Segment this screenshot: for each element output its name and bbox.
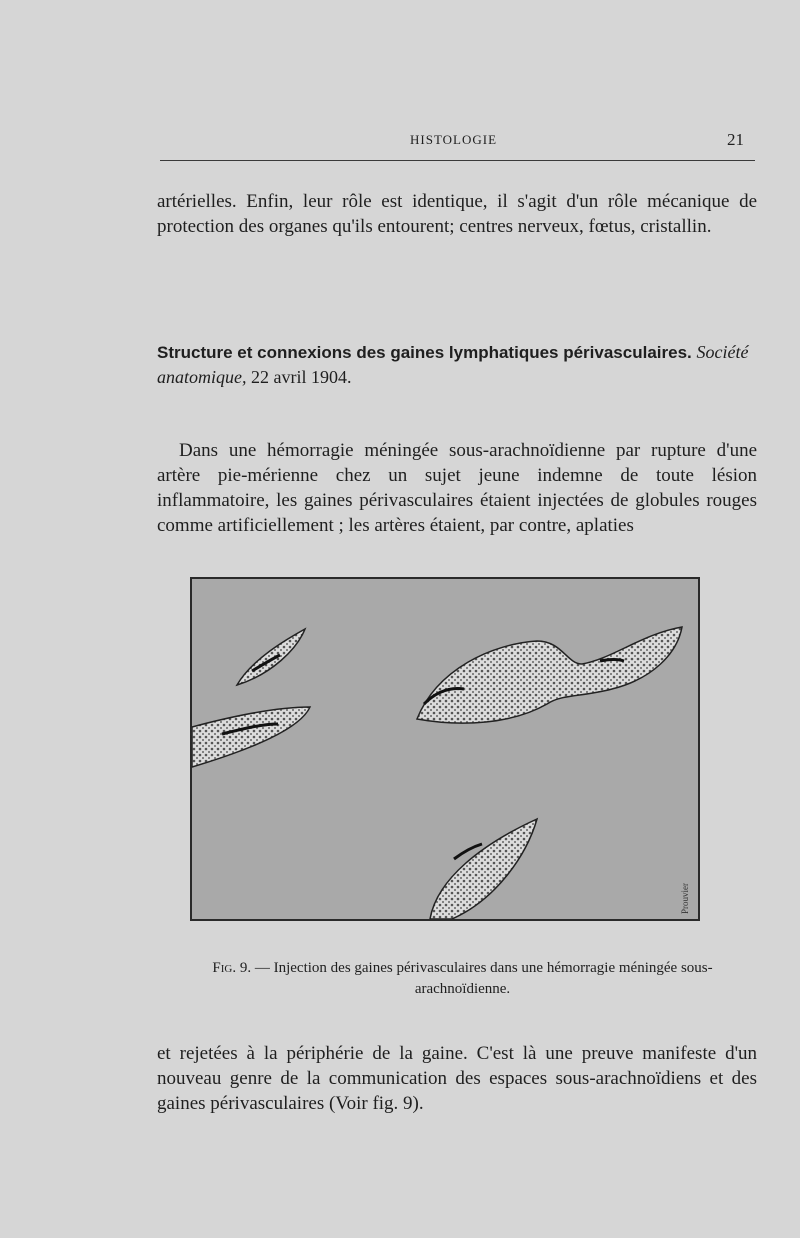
caption-text: — Injection des gaines périvasculaires dans une hémorragie méningée sous-arachnoïdienne. (254, 960, 713, 997)
figure-illustration (190, 577, 700, 921)
section-heading (157, 340, 757, 390)
sheath-large-upper (417, 627, 682, 723)
paragraph-after-figure (157, 1041, 757, 1116)
figure-caption (190, 958, 735, 1000)
histology-drawing (192, 579, 698, 919)
running-title: HISTOLOGIE (410, 132, 498, 147)
paragraph-main (157, 438, 757, 538)
sheath-bottom (430, 819, 537, 919)
publication-date: 22 avril 1904. (251, 367, 352, 387)
page-number: 21 (727, 130, 744, 149)
paragraph-text: artérielles. Enfin, leur rôle est identique, il s'agit d'un rôle mécanique de protection des organes qu'ils entourent; centres nerveux, fœtus, cristallin. (157, 191, 757, 237)
figure-label: Fig. 9. (212, 960, 252, 976)
section-title: Structure et connexions des gaines lymphatiques périvasculaires. (157, 343, 692, 362)
paragraph-text: et rejetées à la périphérie de la gaine. C'est là une preuve manifeste d'un nouveau genre de la communication des espaces sous-arachnoïdiens et des gaines périvasculaires (Voir fig. 9). (157, 1043, 757, 1114)
artist-signature: Prouvier (680, 883, 690, 914)
sheath-small-top-left (237, 629, 305, 685)
journal-name: Société anatomique, (157, 342, 749, 387)
paragraph-text: Dans une hémorragie méningée sous-arachnoïdienne par rupture d'une artère pie-mérienne chez un sujet jeune indemne de toute lésion inflammatoire, les gaines périvasculaires étaient injectées de globules rouges comme artificiellement ; les artères étaient, par contre, aplaties (157, 440, 757, 536)
running-head (0, 132, 800, 154)
header-rule (160, 160, 755, 161)
paragraph-continued (157, 189, 757, 239)
sheath-left (192, 707, 310, 767)
